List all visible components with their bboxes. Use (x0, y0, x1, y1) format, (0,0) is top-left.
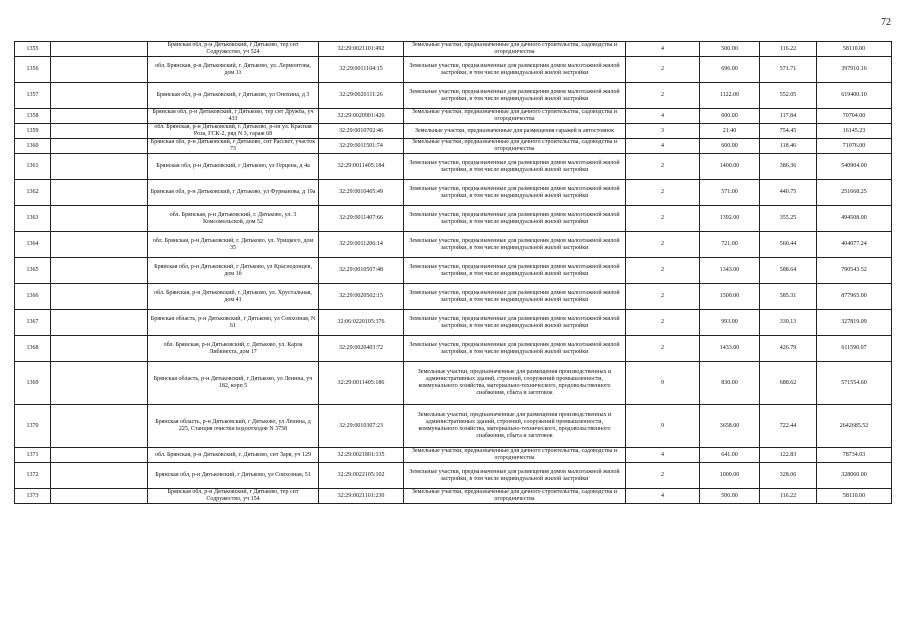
area-cell: 500.00 (700, 489, 760, 504)
area-cell: 641.00 (700, 448, 760, 463)
table-row (15, 489, 892, 504)
group-cell: 2 (626, 180, 700, 206)
land-use-cell: Земельные участки, предназначенные для размещения домов малоэтажной жилой застройки, в том числе индивидуальной жилой застройки (404, 336, 626, 362)
specific-value-cell: 116.22 (760, 489, 817, 504)
blank-cell (51, 284, 148, 310)
cadastral-value-cell: 16145.23 (817, 124, 892, 139)
table-row (15, 206, 892, 232)
cadastral-number-cell: 32:29:0010702:46 (319, 124, 404, 139)
cadastral-value-cell: 78734.03 (817, 448, 892, 463)
blank-cell (51, 139, 148, 154)
row-number-cell: 1365 (15, 258, 51, 284)
row-number-cell: 1366 (15, 284, 51, 310)
area-cell: 600.00 (700, 139, 760, 154)
table-row (15, 463, 892, 489)
cadastral-value-cell: 540904.00 (817, 154, 892, 180)
cadastral-value-cell: 397910.16 (817, 57, 892, 83)
blank-cell (51, 124, 148, 139)
blank-cell (51, 336, 148, 362)
address-cell: Брянская обл, р-н Дятьковский, г Дятьково, ул Совхозная, 51 (148, 463, 319, 489)
area-cell: 600.00 (700, 109, 760, 124)
specific-value-cell: 560.44 (760, 232, 817, 258)
cadastral-number-cell: 32:29:0010405:49 (319, 180, 404, 206)
row-number-cell: 1363 (15, 206, 51, 232)
group-cell: 2 (626, 154, 700, 180)
group-cell: 9 (626, 405, 700, 448)
address-cell: обл. Брянская, р-н Дятьковский, г. Дятьково, снт Заря, уч 129 (148, 448, 319, 463)
specific-value-cell: 754.45 (760, 124, 817, 139)
area-cell: 571.00 (700, 180, 760, 206)
table-row (15, 139, 892, 154)
land-use-cell: Земельные участки, предназначенные для размещения производственных и административных зданий, строений, сооружений промышленности, коммунального хозяйства, материально-технического, продовольственного снабжения, сбыта и заготовок (404, 405, 626, 448)
group-cell: 2 (626, 310, 700, 336)
address-cell: Брянская обл, р-н Дятьковский, г Дятьково, ул Фурманова, д 19а (148, 180, 319, 206)
land-use-cell: Земельные участки, предназначенные для размещения домов малоэтажной жилой застройки, в том числе индивидуальной жилой застройки (404, 310, 626, 336)
specific-value-cell: 355.25 (760, 206, 817, 232)
row-number-cell: 1369 (15, 362, 51, 405)
group-cell: 4 (626, 109, 700, 124)
blank-cell (51, 109, 148, 124)
cadastral-number-cell: 32:29:0010307:23 (319, 405, 404, 448)
land-use-cell: Земельные участки, предназначенные для размещения домов малоэтажной жилой застройки, в том числе индивидуальной жилой застройки (404, 154, 626, 180)
cadastral-value-cell: 404077.24 (817, 232, 892, 258)
cadastral-value-cell: 327819.09 (817, 310, 892, 336)
area-cell: 1433.00 (700, 336, 760, 362)
land-use-cell: Земельные участки, предназначенные для размещения домов малоэтажной жилой застройки, в том числе индивидуальной жилой застройки (404, 284, 626, 310)
cadastral-value-cell: 328060.00 (817, 463, 892, 489)
cadastral-value-cell: 58110.00 (817, 489, 892, 504)
cadastral-number-cell: 32:29:0021101:230 (319, 489, 404, 504)
area-cell: 500.00 (700, 42, 760, 57)
table-row (15, 83, 892, 109)
cadastral-value-cell: 71076.00 (817, 139, 892, 154)
address-cell: Брянская обл, р-н Дятьковский, г Дятьково, снт Рассвет, участок 73 (148, 139, 319, 154)
area-cell: 1500.00 (700, 284, 760, 310)
land-use-cell: Земельные участки, предназначенные для размещения домов малоэтажной жилой застройки, в том числе индивидуальной жилой застройки (404, 180, 626, 206)
address-cell: Брянская обл, р-н Дятьковский, г Дятьково, ул Герцена, д 4а (148, 154, 319, 180)
address-cell: Брянская область, р-н Дятьковский, г Дятьково, ул Совхозная, N 61 (148, 310, 319, 336)
land-use-cell: Земельные участки, предназначенные для размещения домов малоэтажной жилой застройки, в том числе индивидуальной жилой застройки (404, 57, 626, 83)
cadastral-number-cell: 32:29:0020901:426 (319, 109, 404, 124)
cadastral-number-cell: 32:29:0011206:14 (319, 232, 404, 258)
land-use-cell: Земельные участки, предназначенные для размещения домов малоэтажной жилой застройки, в том числе индивидуальной жилой застройки (404, 232, 626, 258)
area-cell: 1000.00 (700, 463, 760, 489)
blank-cell (51, 362, 148, 405)
land-use-cell: Земельные участки, предназначенные для размещения домов малоэтажной жилой застройки, в том числе индивидуальной жилой застройки (404, 206, 626, 232)
blank-cell (51, 489, 148, 504)
specific-value-cell: 571.71 (760, 57, 817, 83)
row-number-cell: 1371 (15, 448, 51, 463)
table-row (15, 448, 892, 463)
table-row (15, 180, 892, 206)
group-cell: 9 (626, 362, 700, 405)
cadastral-value-cell: 58110.00 (817, 42, 892, 57)
address-cell: обл. Брянская, р-н Дятьковский, г. Дятьково, ул. Урицкого, дом 35 (148, 232, 319, 258)
specific-value-cell: 330.13 (760, 310, 817, 336)
land-use-cell: Земельные участки, предназначенные для дачного строительства, садоводства и огородничества (404, 139, 626, 154)
table-row (15, 42, 892, 57)
area-cell: 21.40 (700, 124, 760, 139)
group-cell: 3 (626, 124, 700, 139)
blank-cell (51, 57, 148, 83)
cadastral-number-cell: 32:29:0021801:135 (319, 448, 404, 463)
cadastral-value-cell: 877965.00 (817, 284, 892, 310)
group-cell: 2 (626, 83, 700, 109)
row-number-cell: 1367 (15, 310, 51, 336)
group-cell: 4 (626, 139, 700, 154)
land-use-cell: Земельные участки, предназначенные для размещения домов малоэтажной жилой застройки, в том числе индивидуальной жилой застройки (404, 463, 626, 489)
page-number: 72 (881, 17, 891, 28)
row-number-cell: 1362 (15, 180, 51, 206)
cadastral-value-cell: 70704.00 (817, 109, 892, 124)
area-cell: 721.00 (700, 232, 760, 258)
table-row (15, 405, 892, 448)
specific-value-cell: 440.75 (760, 180, 817, 206)
address-cell: обл. Брянская, р-н Дятьковский, г. Дятьково, ул. Лермонтова, дом 11 (148, 57, 319, 83)
address-cell: Брянская обл, р-н Дятьковский, г Дятьково, тер снт Дружба, уч 433 (148, 109, 319, 124)
cadastral-number-cell: 32:29:0011501:74 (319, 139, 404, 154)
table-row (15, 310, 892, 336)
specific-value-cell: 552.05 (760, 83, 817, 109)
table-row (15, 109, 892, 124)
blank-cell (51, 258, 148, 284)
row-number-cell: 1356 (15, 57, 51, 83)
group-cell: 2 (626, 57, 700, 83)
address-cell: обл. Брянская, р-н Дятьковский, г. Дятьково, ул. Хрустальная, дом 41 (148, 284, 319, 310)
cadastral-number-cell: 32:29:0011104:15 (319, 57, 404, 83)
blank-cell (51, 180, 148, 206)
cadastral-number-cell: 32:29:0020403:72 (319, 336, 404, 362)
row-number-cell: 1370 (15, 405, 51, 448)
specific-value-cell: 117.84 (760, 109, 817, 124)
row-number-cell: 1355 (15, 42, 51, 57)
address-cell: Брянская обл, р-н Дятьковский, г Дятьково, ул Онохина, д 3 (148, 83, 319, 109)
row-number-cell: 1372 (15, 463, 51, 489)
land-use-cell: Земельные участки, предназначенные для размещения домов малоэтажной жилой застройки, в том числе индивидуальной жилой застройки (404, 258, 626, 284)
cadastral-value-cell: 251668.25 (817, 180, 892, 206)
specific-value-cell: 588.64 (760, 258, 817, 284)
specific-value-cell: 328.06 (760, 463, 817, 489)
cadastral-value-cell: 619400.10 (817, 83, 892, 109)
specific-value-cell: 118.46 (760, 139, 817, 154)
blank-cell (51, 42, 148, 57)
address-cell: Брянская область, р-н Дятьковский, г Дятьково, ул Ленина, уч 182, корп 5 (148, 362, 319, 405)
table-row (15, 284, 892, 310)
blank-cell (51, 206, 148, 232)
specific-value-cell: 688.62 (760, 362, 817, 405)
area-cell: 3658.00 (700, 405, 760, 448)
address-cell: обл. Брянская, р-н Дятьковский, г. Дятьково, ул. Карла Либкнехта, дом 17 (148, 336, 319, 362)
land-use-cell: Земельные участки, предназначенные для дачного строительства, садоводства и огородничества (404, 489, 626, 504)
row-number-cell: 1368 (15, 336, 51, 362)
table-row (15, 154, 892, 180)
table-row (15, 336, 892, 362)
group-cell: 2 (626, 258, 700, 284)
blank-cell (51, 310, 148, 336)
group-cell: 4 (626, 489, 700, 504)
address-cell: Брянская обл, р-н Дятьковский, г Дятьково, ул Краснодонцев, дом 1б (148, 258, 319, 284)
blank-cell (51, 154, 148, 180)
group-cell: 2 (626, 336, 700, 362)
row-number-cell: 1358 (15, 109, 51, 124)
specific-value-cell: 122.83 (760, 448, 817, 463)
row-number-cell: 1359 (15, 124, 51, 139)
area-cell: 1343.00 (700, 258, 760, 284)
address-cell: Брянская область, р-н Дятьковский, г Дятьково, ул Ленина, д 225, Станция очистки водоотходов N 3758 (148, 405, 319, 448)
area-cell: 993.00 (700, 310, 760, 336)
group-cell: 2 (626, 206, 700, 232)
specific-value-cell: 116.22 (760, 42, 817, 57)
cadastral-value-cell: 494508.00 (817, 206, 892, 232)
land-use-cell: Земельные участки, предназначенные для дачного строительства, садоводства и огородничества (404, 42, 626, 57)
group-cell: 2 (626, 232, 700, 258)
specific-value-cell: 426.79 (760, 336, 817, 362)
row-number-cell: 1360 (15, 139, 51, 154)
land-use-cell: Земельные участки, предназначенные для размещения домов малоэтажной жилой застройки, в том числе индивидуальной жилой застройки (404, 83, 626, 109)
blank-cell (51, 232, 148, 258)
land-use-cell: Земельные участки, предназначенные для дачного строительства, садоводства и огородничества (404, 109, 626, 124)
address-cell: Брянская обл, р-н Дятьковский, г Дятьково, тер снт Содружество, уч 524 (148, 42, 319, 57)
cadastral-number-cell: 32:29:0021101:492 (319, 42, 404, 57)
cadastral-value-cell: 790543.52 (817, 258, 892, 284)
cadastral-number-cell: 32:29:0020502:15 (319, 284, 404, 310)
row-number-cell: 1373 (15, 489, 51, 504)
land-use-cell: Земельные участки, предназначенные для размещения производственных и административных зданий, строений, сооружений промышленности, коммунального хозяйства, материально-технического, продовольственного снабжения, сбыта и заготовок (404, 362, 626, 405)
area-cell: 1122.00 (700, 83, 760, 109)
table-row (15, 232, 892, 258)
area-cell: 830.00 (700, 362, 760, 405)
specific-value-cell: 585.31 (760, 284, 817, 310)
area-cell: 1392.00 (700, 206, 760, 232)
specific-value-cell: 386.36 (760, 154, 817, 180)
cadastral-number-cell: 32:29:0020111:26 (319, 83, 404, 109)
land-use-cell: Земельные участки, предназначенные для дачного строительства, садоводства и огородничества (404, 448, 626, 463)
group-cell: 2 (626, 463, 700, 489)
area-cell: 1400.00 (700, 154, 760, 180)
cadastral-number-cell: 32:06:0220105:376 (319, 310, 404, 336)
address-cell: обл. Брянская, р-н Дятьковский, г. Дятьково, р-он ул. Красная Роза, ГСК-2, ряд N 3, гараж 68 (148, 124, 319, 139)
cadastral-number-cell: 32:29:0011407:66 (319, 206, 404, 232)
area-cell: 696.00 (700, 57, 760, 83)
address-cell: обл. Брянская, р-н Дятьковский, г. Дятьково, ул. 3 Комсомольской, дом 52 (148, 206, 319, 232)
group-cell: 4 (626, 42, 700, 57)
cadastral-value-cell: 571554.60 (817, 362, 892, 405)
blank-cell (51, 448, 148, 463)
row-number-cell: 1361 (15, 154, 51, 180)
blank-cell (51, 83, 148, 109)
cadastral-number-cell: 32:29:0011405:186 (319, 362, 404, 405)
blank-cell (51, 405, 148, 448)
cadastral-number-cell: 32:29:0011405:184 (319, 154, 404, 180)
group-cell: 4 (626, 448, 700, 463)
cadastral-value-cell: 611590.07 (817, 336, 892, 362)
blank-cell (51, 463, 148, 489)
table-row (15, 57, 892, 83)
specific-value-cell: 722.44 (760, 405, 817, 448)
address-cell: Брянская обл, р-н Дятьковский, г Дятьково, тер снт Содружество, уч 154 (148, 489, 319, 504)
cadastral-value-cell: 2642685.52 (817, 405, 892, 448)
cadastral-number-cell: 32:29:0022105:102 (319, 463, 404, 489)
table-row (15, 124, 892, 139)
row-number-cell: 1364 (15, 232, 51, 258)
row-number-cell: 1357 (15, 83, 51, 109)
land-use-cell: Земельные участки, предназначенные для размещения гаражей и автостоянок (404, 124, 626, 139)
group-cell: 2 (626, 284, 700, 310)
table-row (15, 258, 892, 284)
land-registry-table (14, 41, 892, 504)
cadastral-number-cell: 32:29:0010507:48 (319, 258, 404, 284)
table-row (15, 362, 892, 405)
